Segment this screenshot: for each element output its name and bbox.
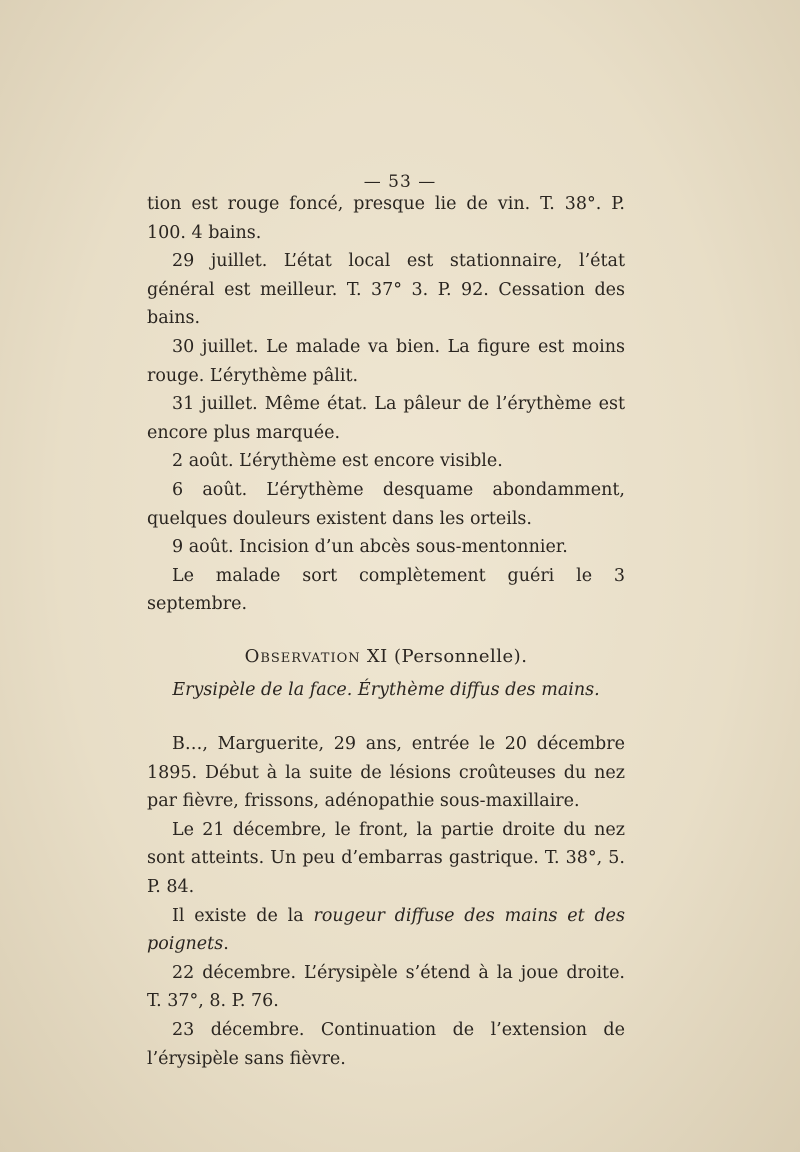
- paragraph-sortie: Le malade sort complètement guéri le 3 septembre.: [147, 565, 625, 615]
- paragraph-22-decembre: 22 décembre. L’érysipèle s’étend à la joue droite. T. 37°, 8. P. 76.: [147, 962, 625, 1012]
- paragraph-23-decembre: 23 décembre. Continuation de l’extension de l’érysipèle sans fièvre.: [147, 1020, 625, 1069]
- paragraph-31-juillet: 31 juillet. Même état. La pâleur de l’érythème est encore plus marquée.: [147, 394, 625, 443]
- paragraph-6-aout: 6 août. L’érythème desquame abondamment, quelques douleurs existent dans les orteils.: [147, 479, 625, 529]
- rougeur-italic: rougeur diffuse des mains et des poignets: [147, 905, 625, 955]
- paragraph-2-aout: 2 août. L’érythème est encore visible.: [172, 451, 503, 472]
- paragraph-continuation: tion est rouge foncé, presque lie de vin. T. 38°. P. 100. 4 bains.: [147, 194, 625, 243]
- paragraph-patient-intro: B…, Marguerite, 29 ans, entrée le 20 décembre 1895. Début à la suite de lésions croûteuses du nez par fièvre, frissons, adénopathie sous-maxillaire.: [147, 734, 625, 812]
- rougeur-after: .: [223, 934, 229, 955]
- observation-subtitle: Erysipèle de la face. Érythème diffus des mains.: [172, 679, 600, 700]
- paragraph-9-aout: 9 août. Incision d’un abcès sous-mentonnier.: [172, 537, 568, 558]
- page-body: [147, 190, 625, 1073]
- rougeur-before: Il existe de la: [172, 905, 314, 926]
- paragraph-30-juillet: 30 juillet. Le malade va bien. La figure est moins rouge. L’érythème pâlit.: [147, 336, 625, 386]
- paragraph-29-juillet: 29 juillet. L’état local est stationnaire, l’état général est meilleur. T. 37° 3. P. 92. Cessation des bains.: [147, 251, 625, 329]
- paragraph-21-decembre: Le 21 décembre, le front, la partie droite du nez sont atteints. Un peu d’embarras gastrique. T. 38°, 5. P. 84.: [147, 819, 625, 898]
- paragraph-rougeur: [147, 902, 625, 959]
- observation-label: Observation: [244, 645, 361, 667]
- page-number: — 53 —: [363, 172, 437, 192]
- observation-heading: [147, 619, 625, 672]
- observation-number: XI (Personnelle).: [360, 645, 528, 667]
